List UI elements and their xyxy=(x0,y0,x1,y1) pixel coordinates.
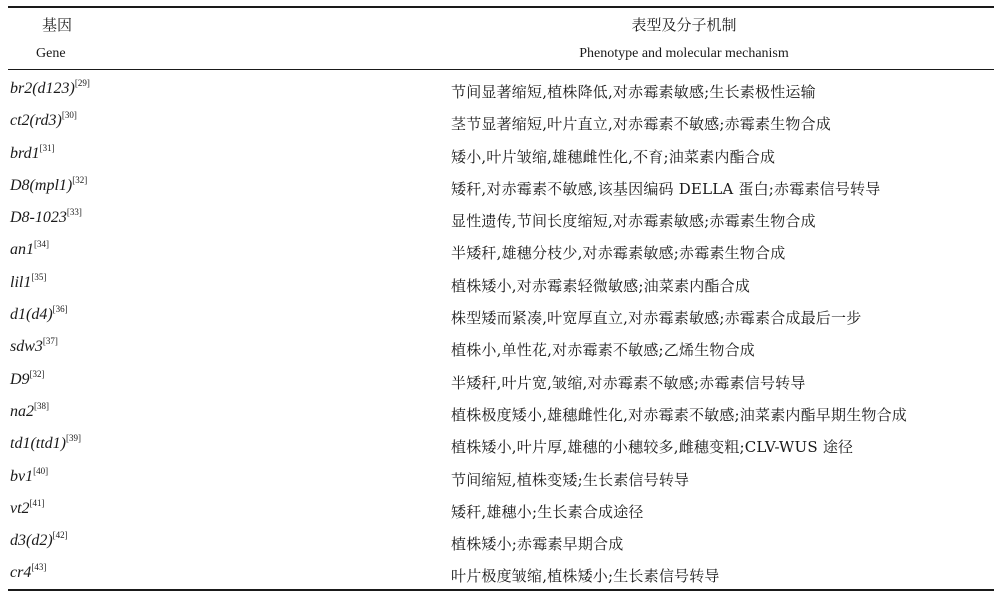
header-phenotype-en: Phenotype and molecular mechanism xyxy=(579,46,789,61)
header-gene-cn: 基因 xyxy=(42,16,73,34)
gene-name: cr4[43] xyxy=(10,562,47,582)
table-body xyxy=(8,76,994,593)
reference: [35] xyxy=(31,271,47,282)
reference: [36] xyxy=(52,304,68,315)
table-row xyxy=(8,496,994,528)
phenotype-text: 矮小,叶片皱缩,雄穗雌性化,不育;油菜素内酯合成 xyxy=(451,147,776,166)
table-row xyxy=(8,334,994,366)
table-row xyxy=(8,205,994,237)
reference: [32] xyxy=(29,368,45,379)
reference: [42] xyxy=(52,530,68,541)
table-row xyxy=(8,270,994,302)
phenotype-text: 矮秆,对赤霉素不敏感,该基因编码 DELLA 蛋白;赤霉素信号转导 xyxy=(451,179,881,198)
phenotype-text: 矮秆,雄穗小;生长素合成途径 xyxy=(451,502,644,521)
reference: [34] xyxy=(34,239,49,250)
header-rule xyxy=(8,69,994,70)
gene-name: an1[34] xyxy=(10,239,49,259)
gene-name: brd1[31] xyxy=(10,142,55,162)
reference: [43] xyxy=(31,562,47,573)
gene-name: td1(ttd1)[39] xyxy=(10,433,81,453)
phenotype-text: 植株矮小,对赤霉素轻微敏感;油菜素内酯合成 xyxy=(451,276,751,295)
phenotype-text: 半矮秆,雄穗分枝少,对赤霉素敏感;赤霉素生物合成 xyxy=(451,244,786,263)
phenotype-text: 节间显著缩短,植株降低,对赤霉素敏感;生长素极性运输 xyxy=(451,83,816,101)
phenotype-text: 植株小,单性花,对赤霉素不敏感;乙烯生物合成 xyxy=(451,341,755,360)
table-row xyxy=(8,237,994,269)
reference: [38] xyxy=(34,400,49,411)
gene-name: ct2(rd3)[30] xyxy=(10,110,77,130)
header-gene-en: Gene xyxy=(36,46,66,61)
phenotype-text: 茎节显著缩短,叶片直立,对赤霉素不敏感;赤霉素生物合成 xyxy=(451,115,831,134)
table-row xyxy=(8,367,994,399)
table-row xyxy=(8,302,994,334)
gene-name: D8-1023[33] xyxy=(10,207,82,227)
gene-name: d3(d2)[42] xyxy=(10,530,68,550)
phenotype-text: 植株矮小;赤霉素早期合成 xyxy=(451,535,624,554)
reference: [40] xyxy=(33,465,49,476)
table-row xyxy=(8,560,994,592)
phenotype-text: 叶片极度皱缩,植株矮小;生长素信号转导 xyxy=(451,567,720,586)
reference: [37] xyxy=(42,336,58,347)
phenotype-text: 节间缩短,植株变矮;生长素信号转导 xyxy=(451,470,690,489)
top-rule xyxy=(8,6,994,8)
gene-name: sdw3[37] xyxy=(10,336,58,356)
header-phenotype-cn: 表型及分子机制 xyxy=(631,16,737,34)
gene-name: D8(mpl1)[32] xyxy=(10,174,88,194)
reference: [39] xyxy=(66,433,81,444)
phenotype-text: 株型矮而紧凑,叶宽厚直立,对赤霉素敏感;赤霉素合成最后一步 xyxy=(451,309,862,328)
phenotype-text: 显性遗传,节间长度缩短,对赤霉素敏感;赤霉素生物合成 xyxy=(451,212,816,231)
table-row xyxy=(8,141,994,173)
reference: [31] xyxy=(39,142,55,153)
gene-name: br2(d123)[29] xyxy=(10,78,90,97)
table-row xyxy=(8,173,994,205)
gene-name: d1(d4)[36] xyxy=(10,304,68,324)
phenotype-text: 植株极度矮小,雄穗雌性化,对赤霉素不敏感;油菜素内酯早期生物合成 xyxy=(451,405,907,424)
reference: [33] xyxy=(66,207,82,218)
gene-name: lil1[35] xyxy=(10,271,47,291)
reference: [30] xyxy=(61,110,77,121)
table-row xyxy=(8,76,994,108)
gene-name: D9[32] xyxy=(10,368,45,388)
table-row xyxy=(8,108,994,140)
reference: [29] xyxy=(74,78,90,88)
reference: [41] xyxy=(29,497,45,508)
table-row xyxy=(8,528,994,560)
gene-name: vt2[41] xyxy=(10,497,45,517)
table-row xyxy=(8,431,994,463)
bottom-rule xyxy=(8,589,994,591)
gene-name: na2[38] xyxy=(10,400,49,420)
gene-name: bv1[40] xyxy=(10,465,49,485)
phenotype-text: 植株矮小,叶片厚,雄穗的小穗较多,雌穗变粗;CLV-WUS 途径 xyxy=(451,438,854,457)
table-row xyxy=(8,399,994,431)
table-row xyxy=(8,464,994,496)
reference: [32] xyxy=(72,174,88,185)
phenotype-text: 半矮秆,叶片宽,皱缩,对赤霉素不敏感;赤霉素信号转导 xyxy=(451,373,806,392)
